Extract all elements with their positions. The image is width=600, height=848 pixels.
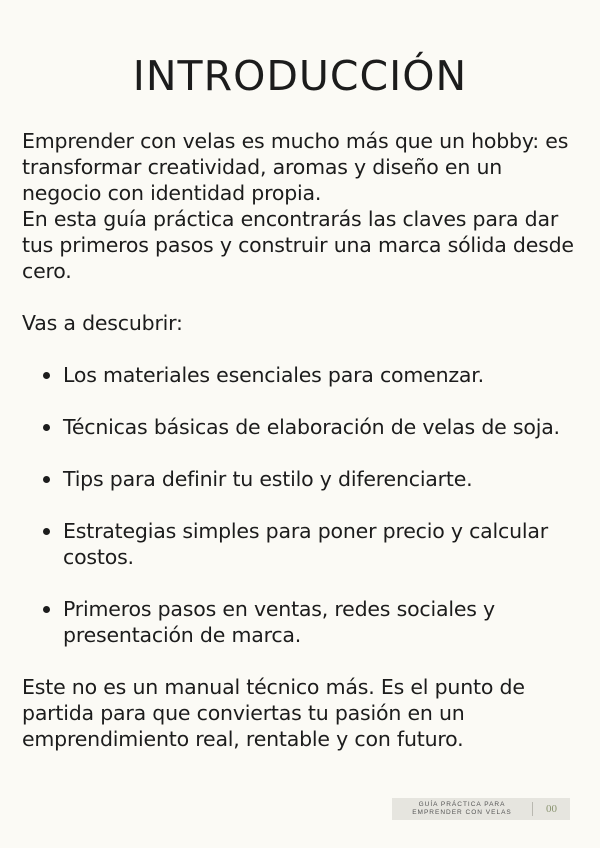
closing-paragraph: Este no es un manual técnico más. Es el punto de partida para que conviertas tu pasión en un emprendimiento real, rentable y con futuro. [22,675,525,751]
page-title: INTRODUCCIÓN [132,52,468,100]
list-item [22,466,587,492]
page-content [22,128,587,752]
list-item-text: Técnicas básicas de elaboración de velas de soja. [63,415,560,439]
intro-paragraph: Emprender con velas es mucho más que un hobby: es transformar creatividad, aromas y diseño en un negocio con identidad propia. [22,129,569,205]
bullet-icon [43,476,50,483]
list-item-text: Primeros pasos en ventas, redes sociales y presentación de marca. [63,597,495,647]
bullet-icon [43,606,50,613]
bullet-icon [43,528,50,535]
spacer [22,284,587,310]
list-item [22,362,587,388]
topics-list [22,362,587,648]
list-item [22,596,587,648]
bullet-icon [43,372,50,379]
list-item-text: Los materiales esenciales para comenzar. [63,363,484,387]
intro-paragraph: En esta guía práctica encontrarás las claves para dar tus primeros pasos y construir una marca sólida desde cero. [22,207,574,283]
footer-guide-title [392,801,532,817]
list-item-text: Tips para definir tu estilo y diferenciarte. [63,467,473,491]
lead-text: Vas a descubrir: [22,311,183,335]
bullet-icon [43,424,50,431]
footer-line: GUÍA PRÁCTICA PARA [418,801,506,808]
list-item-text: Estrategias simples para poner precio y calcular costos. [63,519,548,569]
spacer [22,336,587,362]
list-item [22,518,587,570]
page-number: 00 [546,803,557,815]
page-footer [392,798,570,820]
list-item [22,414,587,440]
footer-line: EMPRENDER CON VELAS [412,809,512,816]
